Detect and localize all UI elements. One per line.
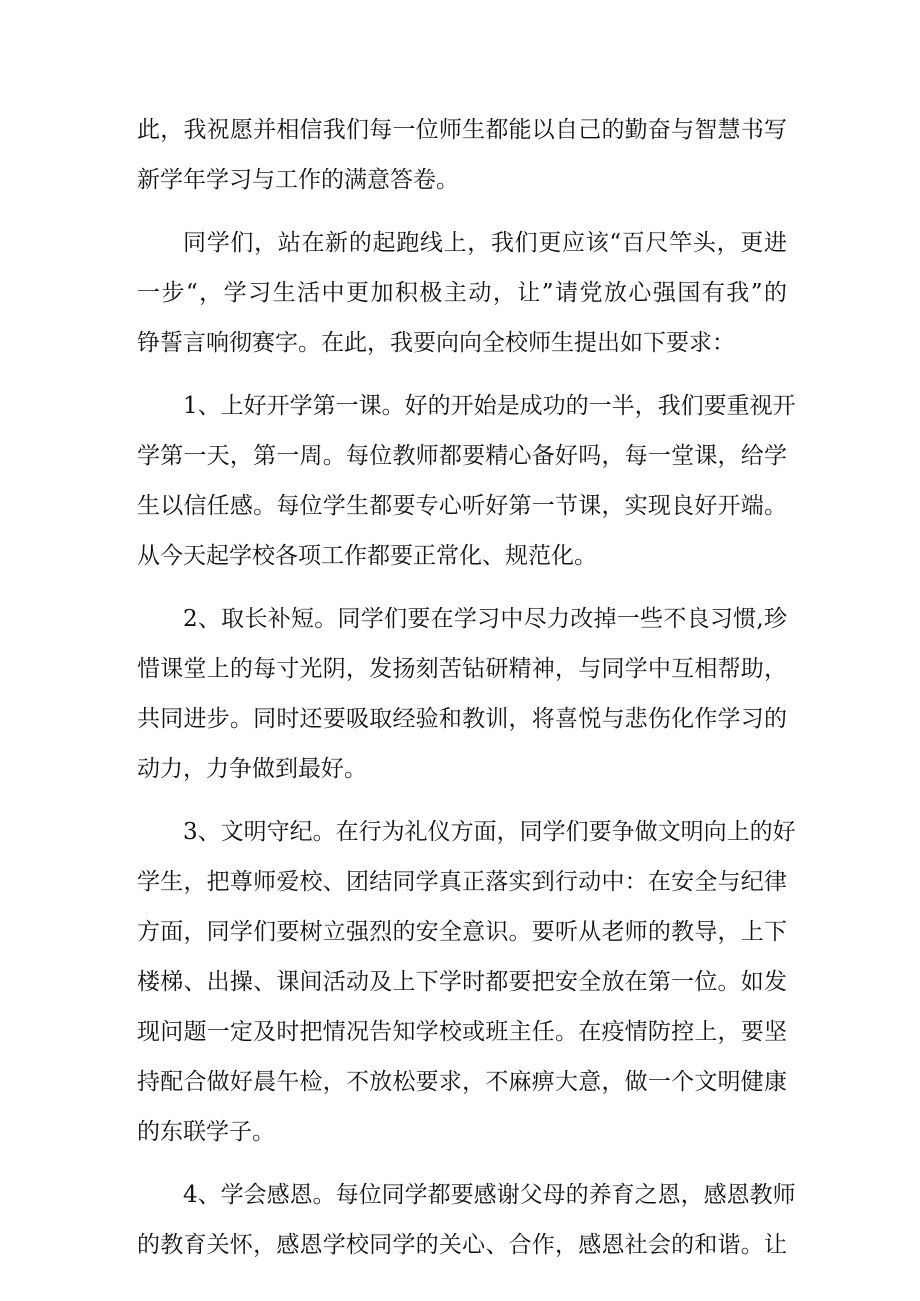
text-line: 4、学会感恩。每位同学都要感谢父母的养育之恩，感恩教师 bbox=[183, 1182, 796, 1208]
text-line: 惜课堂上的每寸光阴，发扬刻苦钻研精神，与同学中互相帮助， bbox=[137, 656, 787, 682]
text-line: 2、取长补短。同学们要在学习中尽力改掉一些不良习惯,珍 bbox=[183, 606, 787, 632]
text-line: 方面，同学们要树立强烈的安全意识。要听从老师的教导，上下 bbox=[137, 919, 787, 945]
text-line: 现问题一定及时把情况告知学校或班主任。在疫情防控上，要坚 bbox=[137, 1019, 787, 1045]
text-line: 的教育关怀，感恩学校同学的关心、合作，感恩社会的和谐。让 bbox=[137, 1232, 787, 1258]
text-line: 生以信任感。每位学生都要专心听好第一节课，实现良好开端。 bbox=[137, 493, 787, 519]
text-line: 铮誓言响彻赛字。在此，我要向向全校师生提出如下要求： bbox=[137, 330, 735, 356]
paragraph bbox=[137, 381, 796, 581]
text-line: 新学年学习与工作的满意答卷。 bbox=[137, 167, 459, 193]
paragraph bbox=[137, 807, 796, 1157]
text-line: 学第一天，第一周。每位教师都要精心备好吗，每一堂课，给学 bbox=[137, 443, 787, 469]
text-line: 共同进步。同时还要吸取经验和教训，将喜悦与悲伤化作学习的 bbox=[137, 706, 787, 732]
paragraph bbox=[137, 594, 787, 794]
text-line: 从今天起学校各项工作都要正常化、规范化。 bbox=[137, 543, 597, 569]
text-line: 持配合做好晨午检，不放松要求，不麻痹大意，做一个文明健康 bbox=[137, 1069, 787, 1095]
document-body bbox=[137, 105, 796, 1270]
paragraph bbox=[137, 105, 787, 205]
text-line: 一步“，学习生活中更加积极主动，让”请党放心强国有我”的 bbox=[137, 280, 787, 306]
text-line: 3、文明守纪。在行为礼仪方面，同学们要争做文明向上的好 bbox=[183, 819, 796, 845]
text-line: 动力，力争做到最好。 bbox=[137, 756, 367, 782]
text-line: 的东联学子。 bbox=[137, 1119, 275, 1145]
text-line: 学生，把尊师爱校、团结同学真正落实到行动中：在安全与纪律 bbox=[137, 869, 787, 895]
text-line: 楼梯、出操、课间活动及上下学时都要把安全放在第一位。如发 bbox=[137, 969, 787, 995]
text-line: 同学们，站在新的起跑线上，我们更应该“百尺竿头，更进 bbox=[183, 230, 787, 256]
text-line: 此，我祝愿并相信我们每一位师生都能以自己的勤奋与智慧书写 bbox=[137, 117, 787, 143]
paragraph bbox=[137, 1170, 796, 1270]
paragraph bbox=[137, 218, 787, 368]
text-line: 1、上好开学第一课。好的开始是成功的一半，我们要重视开 bbox=[183, 393, 796, 419]
